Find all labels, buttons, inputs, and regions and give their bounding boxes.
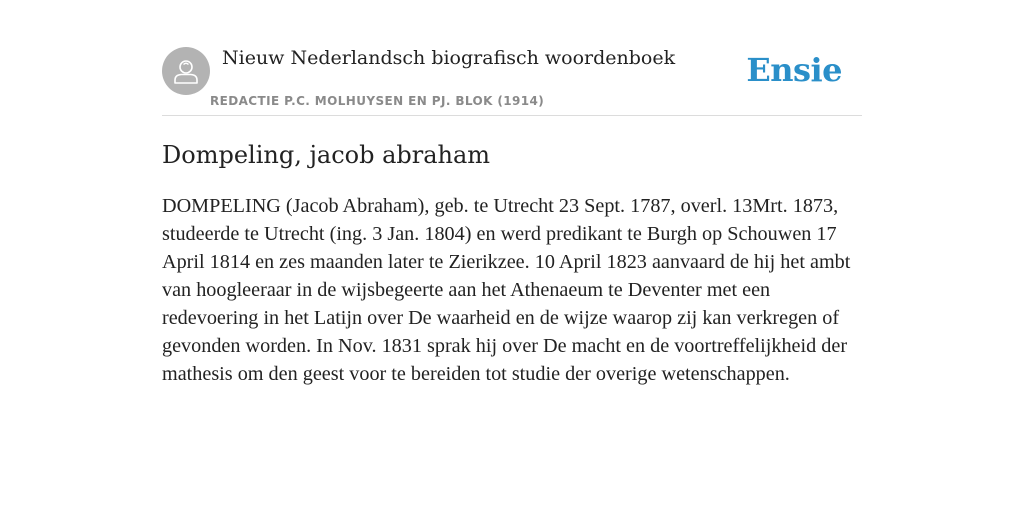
source-editors: REDACTIE P.C. MOLHUYSEN EN PJ. BLOK (1914) [210,94,545,108]
ensie-logo[interactable]: Ensie [746,51,842,89]
entry-card [162,0,862,512]
source-header [162,0,862,116]
user-icon [171,56,201,86]
entry-title: Dompeling, jacob abraham [162,141,491,169]
source-avatar[interactable] [162,47,210,95]
source-title[interactable]: Nieuw Nederlandsch biografisch woordenboek [222,47,676,69]
entry-body: DOMPELING (Jacob Abraham), geb. te Utrecht 23 Sept. 1787, overl. 13Mrt. 1873, studeerde te Utrecht (ing. 3 Jan. 1804) en werd predikant te Burgh op Schouwen 17 April 1814 en zes maanden later te Zierikzee. 10 April 1823 aanvaard de hij het ambt van hoogleeraar in de wijsbegeerte aan het Athenaeum te Deventer met een redevoering in het Latijn over De waarheid en de wijze waarop zij kan verkregen of gevonden worden. In Nov. 1831 sprak hij over De macht en de voortreffelijkheid der mathesis om den geest voor te bereiden tot studie der overige wetenschappen. [162,195,851,385]
